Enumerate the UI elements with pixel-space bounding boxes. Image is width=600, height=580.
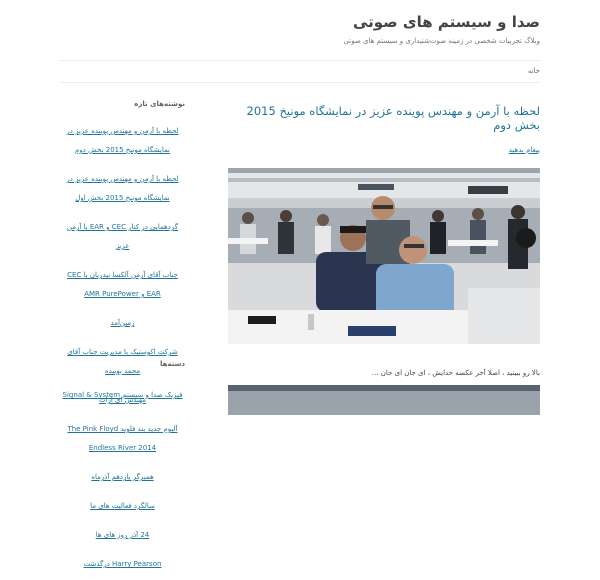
- leave-comment-link[interactable]: پیغام بدهید: [508, 146, 540, 154]
- list-item: [60, 118, 185, 156]
- list-item: [60, 310, 185, 329]
- recent-post-link[interactable]: شرکت اکوستیک با مدیریت جناب آقای محمد پوینده: [67, 348, 178, 375]
- recent-posts-title: نوشته‌های تازه: [134, 100, 185, 108]
- sidebar-recent-posts: [60, 100, 185, 580]
- next-post-photo[interactable]: [228, 385, 540, 415]
- list-item: [60, 416, 185, 454]
- sidebar-categories: [60, 360, 185, 411]
- list-item: [60, 166, 185, 204]
- category-link[interactable]: فیزیک صدا و سیستم Signal & System: [62, 391, 183, 399]
- recent-post-link[interactable]: لحظه با آرمن و مهندس پوینده عزیز در نمایشگاه مونیخ 2015 بخش دوم: [66, 127, 179, 154]
- list-item: [60, 522, 185, 541]
- list-item: [60, 262, 185, 300]
- list-item: [60, 493, 185, 512]
- list-item: [60, 464, 185, 483]
- recent-post-link[interactable]: گردهمایی در کنار CEC و EAR با آرمن عزیز: [66, 223, 179, 250]
- recent-post-link[interactable]: Harry Pearson درگذشت: [83, 560, 162, 568]
- next-photo-band: [228, 385, 540, 391]
- recent-post-link[interactable]: آلبوم جدید بند فلوید The Pink Floyd Endless River 2014: [67, 425, 178, 452]
- recent-post-link[interactable]: جناب آقای آرمن آلکسا نیدریان با CEC EAR و AMR PurePower: [67, 271, 178, 298]
- post-title[interactable]: لحظه با آرمن و مهندس پوینده عزیز در نمایشگاه مونیخ 2015 بخش دوم: [246, 104, 540, 132]
- list-item: [60, 551, 185, 570]
- post-photo[interactable]: [228, 168, 540, 344]
- categories-list: [60, 382, 185, 401]
- recent-post-link[interactable]: مهندس ای آرات: [98, 396, 147, 404]
- recent-post-link[interactable]: لحظه با آرمن و مهندس پوینده عزیز در نمایشگاه مونیخ 2015 بخش اول: [66, 175, 179, 202]
- recent-post-link[interactable]: زمین‌آمد: [110, 319, 135, 327]
- site-title[interactable]: صدا و سیستم های صوتی: [352, 13, 540, 31]
- categories-title: دسته‌ها: [159, 360, 185, 368]
- post-excerpt: بالا رو ببینید ، اصلا آخر عکسه خدایش ، ای جان ای جان ...: [371, 369, 540, 377]
- main-navigation: [60, 61, 540, 83]
- recent-post-link[interactable]: سالگرد فعالیت های ما: [90, 502, 155, 510]
- recent-post-link[interactable]: 24 آذر روز های ها: [95, 531, 150, 539]
- recent-post-link[interactable]: همبرگر یازدهم آذرماه: [91, 473, 154, 481]
- list-item: [60, 214, 185, 252]
- list-item: [60, 382, 185, 401]
- recent-posts-list: [60, 118, 185, 570]
- nav-home-link[interactable]: خانه: [527, 67, 540, 75]
- site-description: وبلاگ تجربیات شخصی در زمینه صوت‌شنیداری و سیستم های صوتی: [343, 37, 540, 45]
- photo-illustration: [228, 168, 540, 344]
